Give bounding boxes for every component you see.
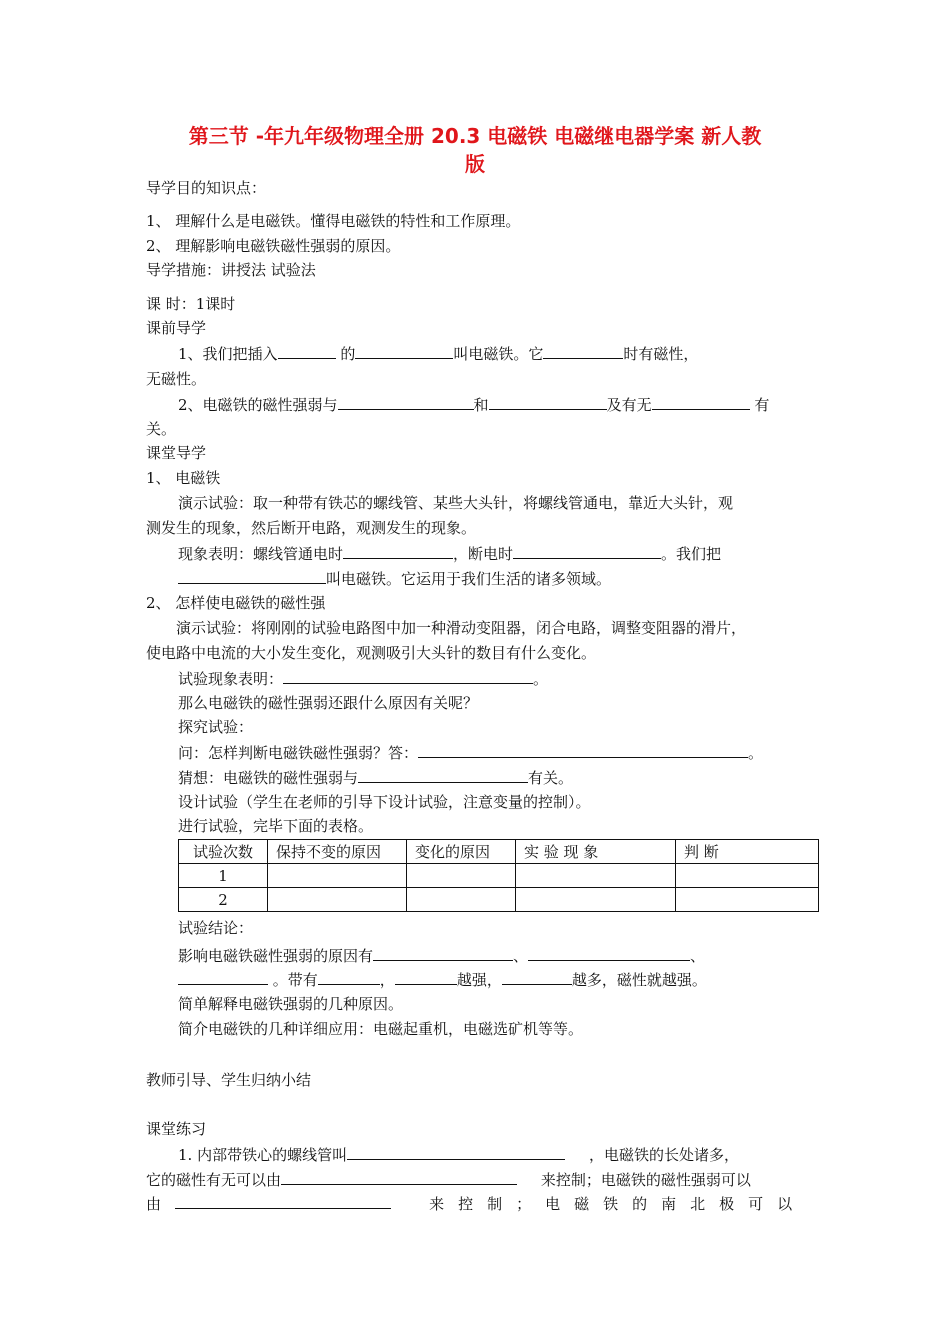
blank xyxy=(373,945,513,961)
table-cell xyxy=(268,888,407,912)
text: 它的磁性有无可以由 xyxy=(146,1171,282,1189)
text: 1. 内部带铁心的螺线管叫 xyxy=(178,1146,348,1164)
blank xyxy=(418,742,748,758)
page-title-line1: 第三节 -年九年级物理全册 20.3 电磁铁 电磁继电器学案 新人教 xyxy=(188,124,762,148)
text: 、 xyxy=(513,947,529,965)
blank xyxy=(489,394,607,410)
text: 叫电磁铁。它运用于我们生活的诸多领域。 xyxy=(326,570,612,588)
pre-question-1 xyxy=(178,343,698,364)
conduct-line: 进行试验，完毕下面的表格。 xyxy=(178,817,374,835)
table-cell: 1 xyxy=(179,864,268,888)
table-cell xyxy=(516,888,676,912)
text: ，电磁铁的长处诸多， xyxy=(588,1146,739,1164)
blank xyxy=(652,394,750,410)
blank xyxy=(178,969,268,985)
table-cell: 2 xyxy=(179,888,268,912)
explore-heading: 探究试验： xyxy=(178,718,254,736)
practice-line-1 xyxy=(178,1144,739,1165)
practice-line-3 xyxy=(146,1193,806,1214)
blank xyxy=(347,1144,565,1160)
text: 有 xyxy=(754,396,770,414)
blank xyxy=(281,1169,517,1185)
ask-line xyxy=(178,742,763,763)
demo-1-line-1: 演示试验：取一种带有铁芯的螺线管、某些大头针，将螺线管通电，靠近大头针，观 xyxy=(178,494,734,512)
text: 有关。 xyxy=(528,769,574,787)
phenomenon-line-2 xyxy=(178,568,611,589)
factors-line-2 xyxy=(178,969,707,990)
table-cell xyxy=(407,888,516,912)
section-1-heading: 1、 电磁铁 xyxy=(146,469,221,487)
header-cell: 变化的原因 xyxy=(407,840,516,864)
text: 越强， xyxy=(456,971,502,989)
blank xyxy=(358,767,528,783)
application-line: 简介电磁铁的几种详细应用：电磁起重机，电磁选矿机等等。 xyxy=(178,1020,584,1038)
section-2-heading: 2、 怎样使电磁铁的磁性强 xyxy=(146,594,326,612)
text: 时有磁性， xyxy=(623,345,699,363)
table-row xyxy=(179,864,819,888)
table-header-row xyxy=(179,840,819,864)
blank xyxy=(178,568,326,584)
text: 猜想：电磁铁的磁性强弱与 xyxy=(178,769,359,787)
conclusion-heading: 试验结论： xyxy=(178,919,254,937)
text: 问：怎样判断电磁铁磁性强弱？答： xyxy=(178,744,419,762)
header-cell: 保持不变的原因 xyxy=(268,840,407,864)
text: 试验现象表明： xyxy=(178,670,284,688)
demo-1-line-2: 测发生的现象，然后断开电路，观测发生的现象。 xyxy=(146,519,477,537)
table-row xyxy=(179,888,819,912)
blank xyxy=(355,343,453,359)
blank xyxy=(278,343,336,359)
table-cell xyxy=(407,864,516,888)
blank xyxy=(395,969,457,985)
class-heading: 课堂导学 xyxy=(146,444,207,462)
header-cell: 判 断 xyxy=(676,840,819,864)
text: 及有无 xyxy=(606,396,652,414)
pre-question-1-cont: 无磁性。 xyxy=(146,370,207,388)
blank xyxy=(283,668,533,684)
table-cell xyxy=(516,864,676,888)
text: 的 xyxy=(340,345,356,363)
text: 。带有 xyxy=(272,971,318,989)
summary-heading: 教师引导、学生归纳小结 xyxy=(146,1071,312,1089)
text: 越多，磁性就越强。 xyxy=(571,971,707,989)
goal-item-2: 2、 理解影响电磁铁磁性强弱的原因。 xyxy=(146,237,401,255)
pre-question-2 xyxy=(178,394,769,415)
lesson-time: 课 时：1课时 xyxy=(146,295,236,313)
text: 1、我们把插入 xyxy=(178,345,278,363)
text: 影响电磁铁磁性强弱的原因有 xyxy=(178,947,374,965)
text: 和 xyxy=(473,396,489,414)
table-cell xyxy=(676,864,819,888)
explain-line: 简单解释电磁铁强弱的几种原因。 xyxy=(178,995,404,1013)
blank xyxy=(343,543,453,559)
pre-class-heading: 课前导学 xyxy=(146,319,207,337)
pre-question-2-cont: 关。 xyxy=(146,420,177,438)
phenomenon-line xyxy=(178,543,721,564)
text: 叫电磁铁。它 xyxy=(453,345,544,363)
text: 。 xyxy=(748,744,764,762)
blank xyxy=(318,969,380,985)
design-line: 设计试验（学生在老师的引导下设计试验，注意变量的控制）。 xyxy=(178,793,591,811)
table-cell xyxy=(676,888,819,912)
text: ，断电时 xyxy=(453,545,514,563)
text: 、 xyxy=(690,947,706,965)
goal-heading: 导学目的知识点： xyxy=(146,179,267,197)
demo-2-line-2: 使电路中电流的大小发生变化，观测吸引大头针的数目有什么变化。 xyxy=(146,644,597,662)
practice-heading: 课堂练习 xyxy=(146,1120,207,1138)
page-title-line2: 版 xyxy=(465,152,485,176)
text: 。 xyxy=(533,670,549,688)
text: 现象表明：螺线管通电时 xyxy=(178,545,344,563)
blank xyxy=(528,945,690,961)
blank xyxy=(338,394,474,410)
header-cell: 实 验 现 象 xyxy=(516,840,676,864)
experiment-result xyxy=(178,668,548,689)
text: ， xyxy=(379,971,395,989)
question-other-factors: 那么电磁铁的磁性强弱还跟什么原因有关呢？ xyxy=(178,694,479,712)
text: 来控制；电磁铁的磁性强弱可以 xyxy=(540,1171,751,1189)
text: 由 xyxy=(146,1195,176,1213)
goal-item-1: 1、 理解什么是电磁铁。懂得电磁铁的特性和工作原理。 xyxy=(146,212,521,230)
teaching-measures: 导学措施：讲授法 试验法 xyxy=(146,261,316,279)
blank xyxy=(502,969,572,985)
text: 。我们把 xyxy=(661,545,722,563)
practice-line-2 xyxy=(146,1169,751,1190)
table-cell xyxy=(268,864,407,888)
header-cell: 试验次数 xyxy=(179,840,268,864)
text: 2、电磁铁的磁性强弱与 xyxy=(178,396,338,414)
blank xyxy=(175,1193,391,1209)
factors-line-1 xyxy=(178,945,705,966)
experiment-table xyxy=(178,839,819,912)
guess-line xyxy=(178,767,573,788)
blank xyxy=(543,343,623,359)
demo-2-line-1: 演示试验：将刚刚的试验电路图中加一种滑动变阻器，闭合电路，调整变阻器的滑片， xyxy=(176,619,747,637)
blank xyxy=(513,543,661,559)
text: 来控制；电磁铁的南北极可以 xyxy=(429,1195,807,1213)
